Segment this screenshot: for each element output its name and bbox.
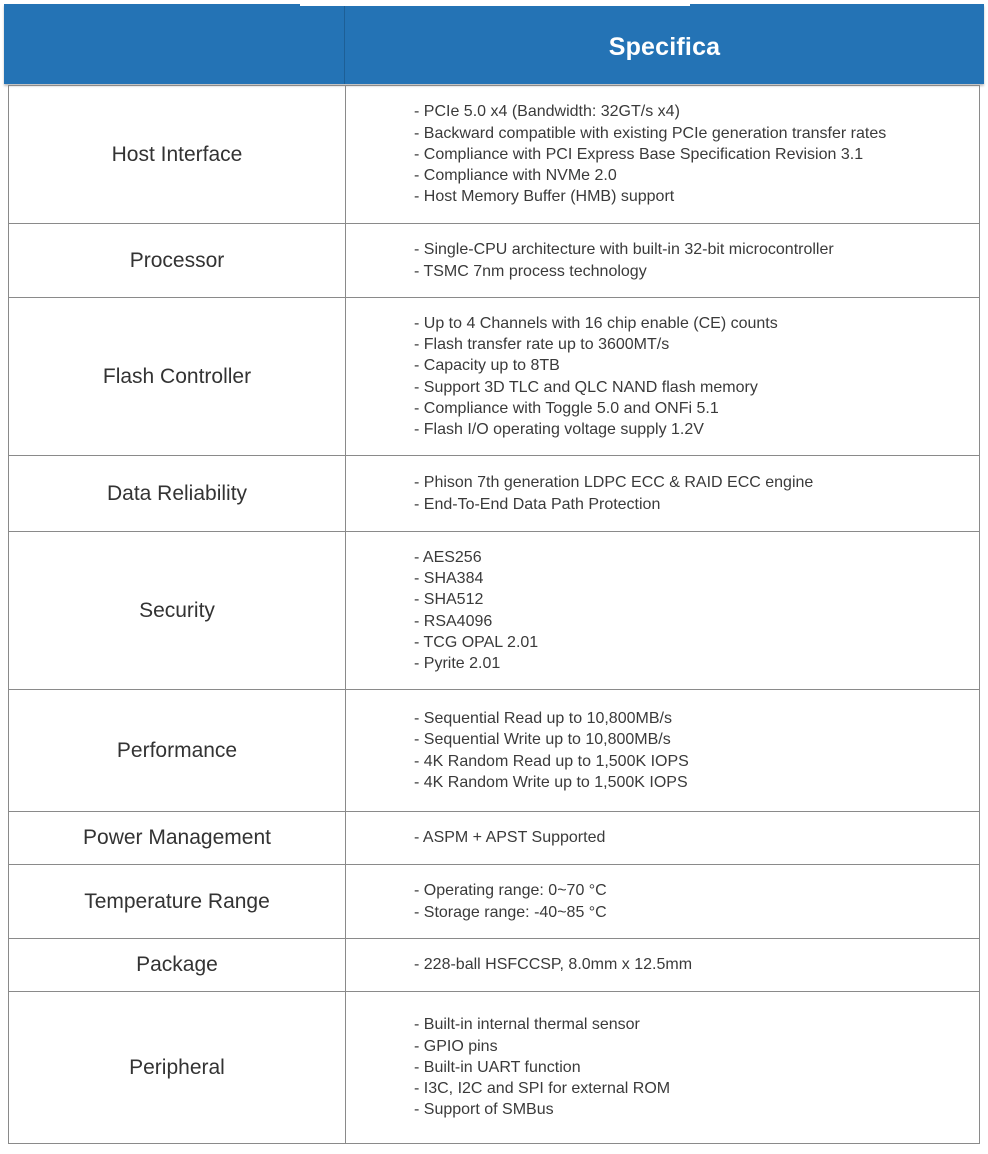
table-row — [9, 298, 980, 456]
table-row — [9, 812, 980, 865]
list-item: - ASPM + APST Supported — [414, 829, 606, 847]
row-value-security — [346, 532, 980, 690]
row-value-host-interface — [346, 86, 980, 224]
list-item: - Operating range: 0~70 °C — [414, 882, 607, 900]
list-item: - SHA512 — [414, 591, 484, 609]
table-row — [9, 86, 980, 224]
list-item: - Flash transfer rate up to 3600MT/s — [414, 336, 670, 354]
row-value-power-management — [346, 812, 980, 865]
list-item: - GPIO pins — [414, 1037, 498, 1055]
list-item: - Flash I/O operating voltage supply 1.2V — [414, 420, 704, 438]
list-item: - AES256 — [414, 548, 482, 566]
list-item: - 4K Random Write up to 1,500K IOPS — [414, 773, 688, 791]
table-row — [9, 992, 980, 1144]
row-value-processor — [346, 224, 980, 298]
list-item: - Storage range: -40~85 °C — [414, 903, 607, 921]
list-item: - Backward compatible with existing PCIe generation transfer rates — [414, 124, 887, 142]
list-item: - SHA384 — [414, 570, 484, 588]
list-item: - I3C, I2C and SPI for external ROM — [414, 1080, 671, 1098]
row-value-peripheral — [346, 992, 980, 1144]
row-label-temperature-range: Temperature Range — [9, 865, 346, 939]
list-item: - Single-CPU architecture with built-in 32-bit microcontroller — [414, 241, 834, 259]
table-row — [9, 456, 980, 532]
list-item: - TCG OPAL 2.01 — [414, 633, 539, 651]
table-row — [9, 532, 980, 690]
list-item: - Built-in UART function — [414, 1058, 581, 1076]
table-row — [9, 865, 980, 939]
row-label-security: Security — [9, 532, 346, 690]
list-item: - Sequential Write up to 10,800MB/s — [414, 731, 671, 749]
spec-table-header — [4, 4, 984, 84]
row-label-performance: Performance — [9, 690, 346, 812]
list-item: - Phison 7th generation LDPC ECC & RAID ECC engine — [414, 474, 814, 492]
row-value-data-reliability — [346, 456, 980, 532]
table-row — [9, 224, 980, 298]
list-item: - Compliance with PCI Express Base Specification Revision 3.1 — [414, 145, 864, 163]
row-label-flash-controller: Flash Controller — [9, 298, 346, 456]
list-item: - TSMC 7nm process technology — [414, 262, 647, 280]
row-value-package — [346, 939, 980, 992]
list-item: - Capacity up to 8TB — [414, 357, 560, 375]
row-value-performance — [346, 690, 980, 812]
specification-table — [8, 85, 980, 1144]
list-item: - Support of SMBus — [414, 1101, 554, 1119]
list-item: - Up to 4 Channels with 16 chip enable (CE) counts — [414, 314, 778, 332]
list-item: - 228-ball HSFCCSP, 8.0mm x 12.5mm — [414, 956, 693, 974]
list-item: - Support 3D TLC and QLC NAND flash memory — [414, 378, 758, 396]
table-row — [9, 939, 980, 992]
list-item: - RSA4096 — [414, 612, 493, 630]
row-value-flash-controller — [346, 298, 980, 456]
list-item: - PCIe 5.0 x4 (Bandwidth: 32GT/s x4) — [414, 103, 680, 121]
list-item: - Sequential Read up to 10,800MB/s — [414, 710, 672, 728]
list-item: - 4K Random Read up to 1,500K IOPS — [414, 752, 689, 770]
list-item: - End-To-End Data Path Protection — [414, 495, 661, 513]
row-label-processor: Processor — [9, 224, 346, 298]
list-item: - Compliance with Toggle 5.0 and ONFi 5.1 — [414, 399, 719, 417]
list-item: - Host Memory Buffer (HMB) support — [414, 188, 675, 206]
list-item: - Pyrite 2.01 — [414, 654, 501, 672]
header-title: Specifica — [608, 33, 721, 61]
header-top-strip — [300, 0, 690, 6]
list-item: - Compliance with NVMe 2.0 — [414, 167, 617, 185]
row-label-peripheral: Peripheral — [9, 992, 346, 1144]
list-item: - Built-in internal thermal sensor — [414, 1016, 640, 1034]
table-row — [9, 690, 980, 812]
row-label-data-reliability: Data Reliability — [9, 456, 346, 532]
row-value-temperature-range — [346, 865, 980, 939]
row-label-host-interface: Host Interface — [9, 86, 346, 224]
row-label-package: Package — [9, 939, 346, 992]
row-label-power-management: Power Management — [9, 812, 346, 865]
